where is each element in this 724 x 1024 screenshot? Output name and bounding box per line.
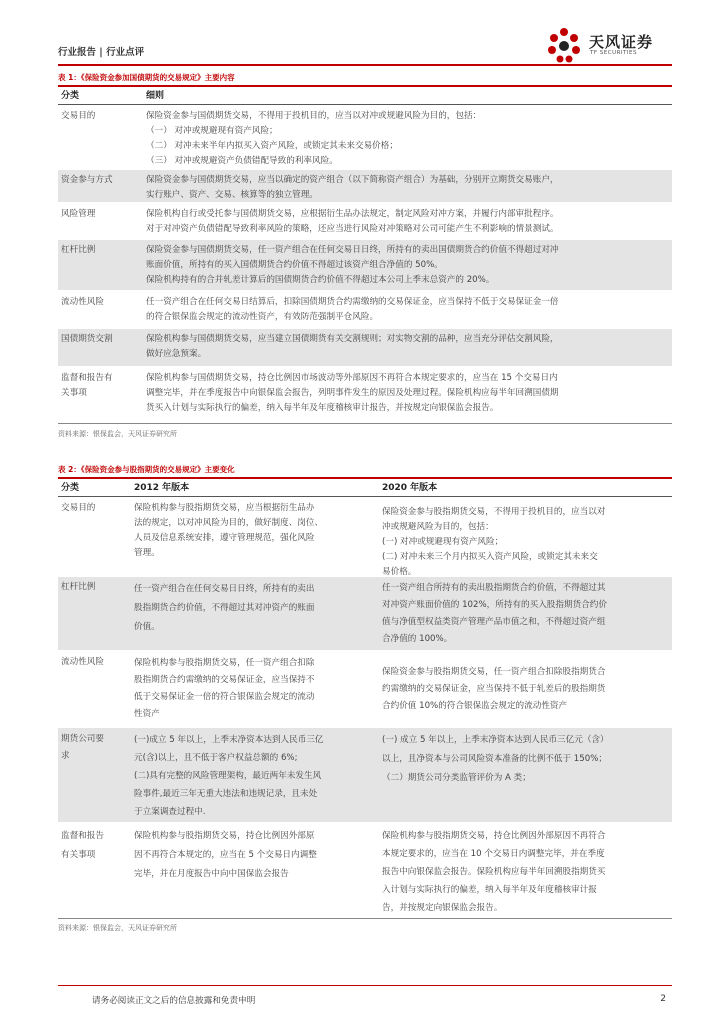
row-2020: 保险机构参与股指期货交易，持仓比例因外部原因不再符合 本规定要求的，应当在 10 个交易日内调整完毕，并在季度 报告中向银保监会报告。保险机构应每半年回溯股指期货买 入计划与实际执行的偏差，纳入每半年及年度稽核审计报 告，并按规定向银保监会报告。 bbox=[382, 831, 606, 913]
row-category: 交易目的 bbox=[61, 111, 96, 121]
breadcrumb: 行业报告 | 行业点评 bbox=[58, 47, 145, 58]
row-category: 杠杆比例 bbox=[61, 582, 96, 592]
table-row bbox=[58, 652, 672, 727]
table1-header-row bbox=[58, 87, 672, 105]
row-2020: 任一资产组合所持有的卖出股指期货合约价值，不得超过其 对冲资产账面价值的 102%，所持有的买入股指期货合约价 值与净值型权益类资产管理产品市值之和，不得超过资产组 合净值的 100%。 bbox=[382, 583, 607, 644]
table-row bbox=[58, 170, 672, 203]
footer-divider bbox=[58, 985, 672, 986]
row-2020: 保险资金参与股指期货交易，不得用于投机目的，应当以对 冲或规避风险为目的，包括： (一) 对冲或规避现有资产风险； (二) 对冲未来三个月内拟买入资产风险，或锁定其未来交 易价格。 bbox=[382, 507, 606, 577]
row-detail: 保险资金参与国债期货交易，应当以确定的资产组合（以下简称资产组合）为基础，分别开立期货交易账户， 实行账户、资产、交易、核算等的独立管理。 bbox=[146, 175, 559, 200]
table-row bbox=[58, 329, 672, 367]
row-category: 流动性风险 bbox=[61, 297, 104, 307]
table-row bbox=[58, 577, 672, 651]
row-2012: 保险机构参与股指期货交易，任一资产组合扣除 股指期货合约需缴纳的交易保证金，应当保持不 低于交易保证金一倍的符合银保监会规定的流动 性资产 bbox=[134, 658, 315, 719]
table-row bbox=[58, 498, 672, 576]
row-category: 监督和报告有 关事项 bbox=[61, 373, 113, 398]
row-detail: 保险机构参与国债期货交易，应当建立国债期货有关交割规则；对实物交割的品种，应当充分评估交割风险， 做好应急预案。 bbox=[146, 334, 559, 359]
row-detail: 任一资产组合在任何交易日结算后，扣除国债期货合约需缴纳的交易保证金，应当保持不低于交易保证金一倍 的符合银保监会规定的流动性资产，有效防范强制平仓风险。 bbox=[146, 297, 559, 322]
row-2012: (一)成立 5 年以上，上季末净资本达到人民币三亿 元(含)以上，且不低于客户权益总额的 6%; (二)具有完整的风险管理架构，最近两年未发生风 险事件,最近三年无重大违法和违规记录，且未处 于立案调查过程中. bbox=[134, 735, 324, 817]
row-detail: 保险机构自行或受托参与国债期货交易，应根据衍生品办法规定，制定风险对冲方案，并履行内部审批程序。 对于对冲资产负债错配导致利率风险的策略，还应当进行风险对冲策略对公司可能产生不利影响的情景测试。 bbox=[146, 209, 559, 234]
logo-text-cn: 天风证券 bbox=[589, 33, 654, 51]
table2-header-row bbox=[58, 479, 672, 497]
table2-title: 表 2：《保险资金参与股指期货的交易规定》主要变化 bbox=[58, 465, 235, 474]
table1-header-detail: 细则 bbox=[146, 91, 165, 101]
table2-header-2020: 2020 年版本 bbox=[382, 483, 438, 493]
table1-header-category: 分类 bbox=[61, 91, 80, 101]
table1 bbox=[58, 87, 672, 422]
row-detail: 保险机构参与国债期货交易，持仓比例因市场波动等外部原因不再符合本规定要求的，应当在 15 个交易日内 调整完毕，并在季度报告中向银保监会报告，列明事件发生的原因及处理过程。保险机构应每半年回溯国债期 货买入计划与实际执行的偏差，纳入每半年及年度稽核审计报告，并按规定向银保监会报告。 bbox=[146, 373, 559, 413]
table-row bbox=[58, 728, 672, 823]
page-header bbox=[58, 33, 672, 64]
row-2012: 任一资产组合在任何交易日日终，所持有的卖出 股指期货合约价值，不得超过其对冲资产的账面 价值。 bbox=[134, 584, 315, 632]
page-number: 2 bbox=[660, 994, 666, 1004]
table-row bbox=[58, 106, 672, 169]
row-2012: 保险机构参与股指期货交易，应当根据衍生品办 法的规定，以对冲风险为目的，做好制度、岗位、 人员及信息系统安排，遵守管理规范，强化风险 管理。 bbox=[134, 503, 324, 558]
row-2020: 保险资金参与股指期货交易，任一资产组合扣除股指期货合 约需缴纳的交易保证金，应当保持不低于轧差后的股指期货 合约价值 10%的符合银保监会规定的流动性资产 bbox=[382, 667, 606, 711]
row-2012: 保险机构参与股指期货交易，持仓比例因外部原 因不再符合本规定的，应当在 5 个交易日内调整 完毕，并在月度报告中向中国保监会报告 bbox=[134, 831, 317, 879]
table-row bbox=[58, 204, 672, 239]
table2 bbox=[58, 479, 672, 917]
row-2020: (一) 成立 5 年以上，上季末净资本达到人民币三亿元（含） 以上，且净资本与公司风险资本准备的比例不低于 150%； （二）期货公司分类监管评价为 A 类； bbox=[382, 735, 609, 783]
flower-logo-icon bbox=[542, 26, 586, 66]
disclaimer-notice: 请务必阅读正文之后的信息披露和免责申明 bbox=[92, 996, 256, 1006]
header-divider bbox=[58, 64, 672, 66]
table-row bbox=[58, 292, 672, 328]
table2-header-2012: 2012 年版本 bbox=[134, 483, 190, 493]
row-category: 杠杆比例 bbox=[61, 245, 96, 255]
company-logo bbox=[542, 26, 672, 66]
row-category: 风险管理 bbox=[61, 209, 96, 219]
row-detail: 保险资金参与国债期货交易，不得用于投机目的，应当以对冲或规避风险为目的，包括： （一） 对冲或规避现有资产风险； （二） 对冲未来半年内拟买入资产风险，或锁定其未来交易价格； （三） 对冲或规避资产负债错配导致的利率风险。 bbox=[146, 111, 482, 166]
table1-source: 资料来源：银保监会，天风证券研究所 bbox=[58, 430, 177, 438]
row-category: 监督和报告 有关事项 bbox=[61, 831, 104, 860]
row-category: 期货公司要 求 bbox=[61, 734, 104, 761]
table1-title: 表 1：《保险资金参加国债期货的交易规定》主要内容 bbox=[58, 73, 235, 82]
table2-header-category: 分类 bbox=[61, 483, 80, 493]
table-row bbox=[58, 368, 672, 421]
logo-text-en: TF SECURITIES bbox=[590, 50, 637, 56]
table2-bottom-rule bbox=[58, 918, 672, 919]
table2-source: 资料来源：银保监会，天风证券研究所 bbox=[58, 924, 177, 932]
table-row bbox=[58, 240, 672, 291]
row-category: 国债期货交割 bbox=[61, 334, 113, 344]
table1-bottom-rule bbox=[58, 423, 672, 424]
row-detail: 保险资金参与国债期货交易，任一资产组合在任何交易日日终，所持有的卖出国债期货合约价值不得超过对冲 账面价值，所持有的买入国债期货合约价值不得超过该资产组合净值的 50%。 保险机构持有的合并轧差计算后的国债期货合约价值不得超过本公司上季末总资产的 20%。 bbox=[146, 245, 559, 285]
row-category: 交易目的 bbox=[61, 503, 96, 513]
row-category: 流动性风险 bbox=[61, 657, 104, 667]
table-row bbox=[58, 824, 672, 917]
row-category: 资金参与方式 bbox=[61, 175, 113, 185]
